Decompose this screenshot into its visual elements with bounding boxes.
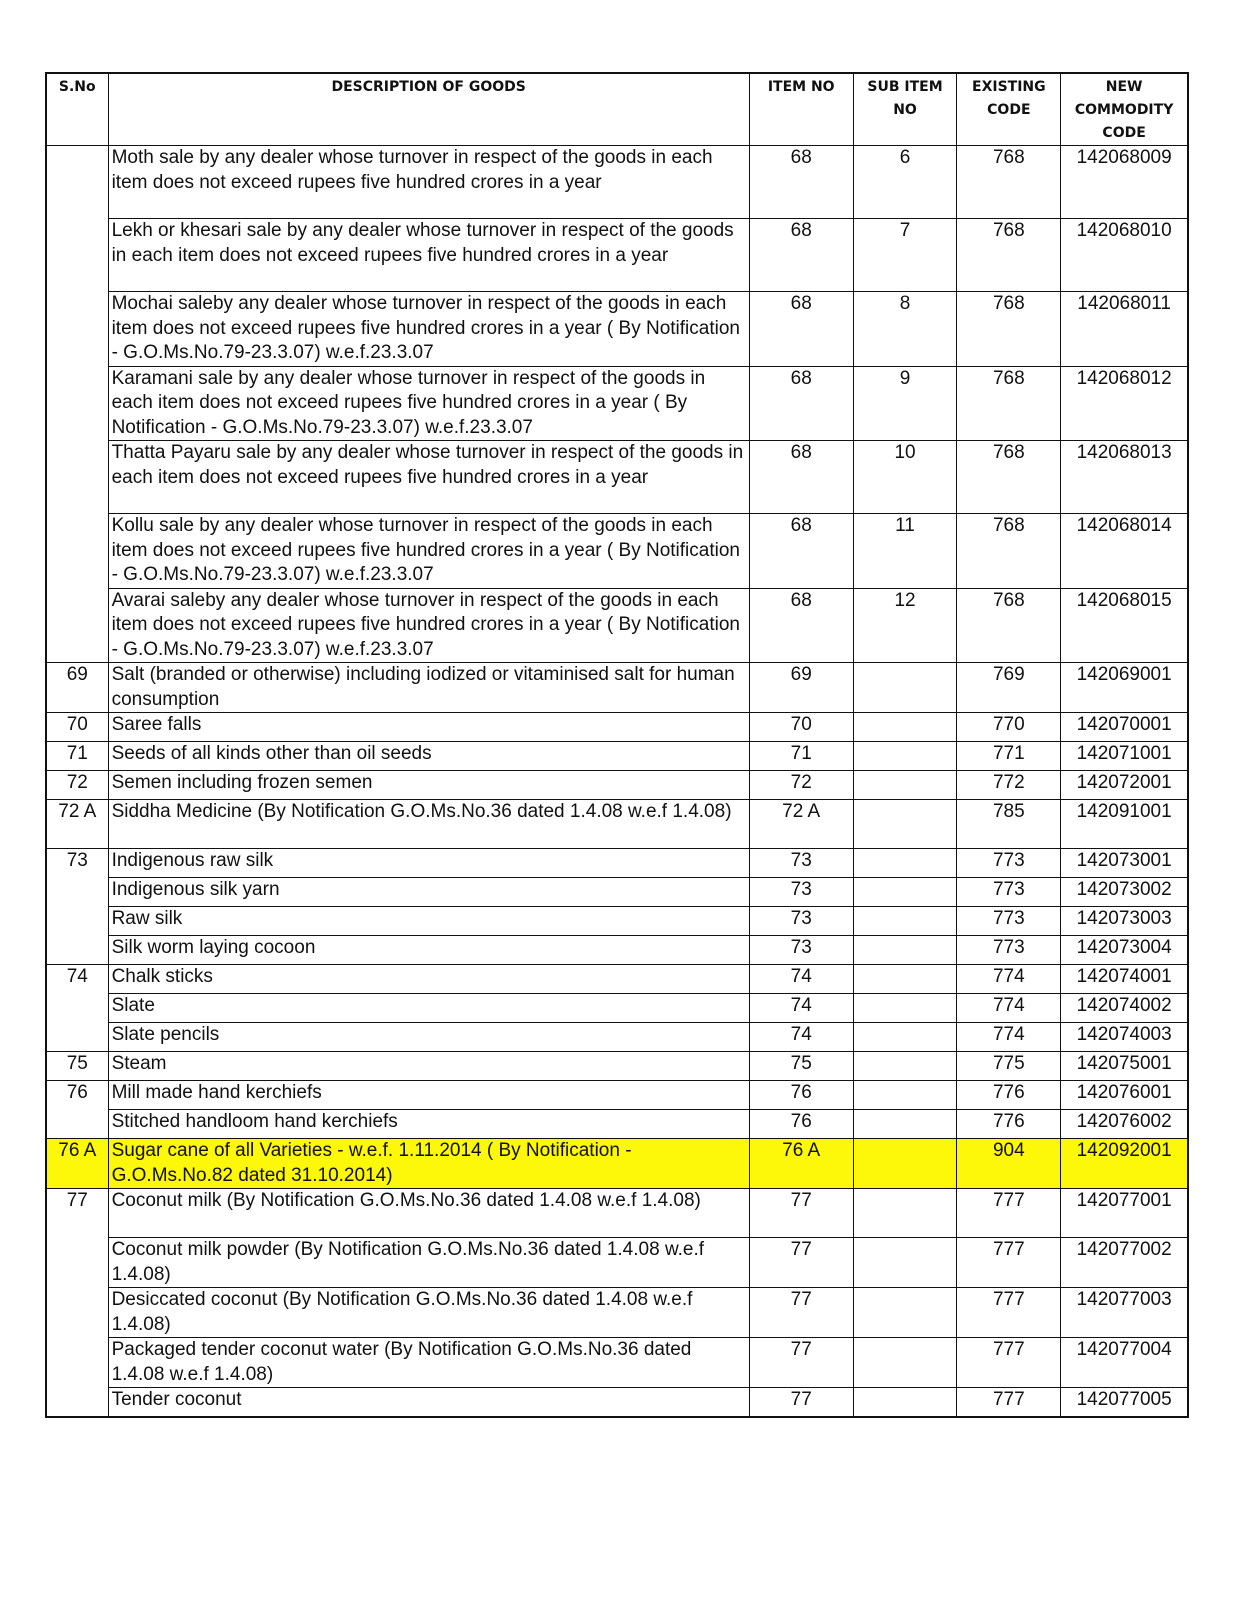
cell-item-no: 76	[749, 1110, 853, 1139]
cell-description: Raw silk	[108, 907, 749, 936]
cell-description: Sugar cane of all Varieties - w.e.f. 1.11.2014 ( By Notification - G.O.Ms.No.82 dated 31.10.2014)	[108, 1139, 749, 1189]
cell-new-commodity-code: 142068012	[1061, 366, 1188, 441]
cell-sub-item-no	[853, 1189, 957, 1238]
cell-sub-item-no	[853, 742, 957, 771]
cell-sub-item-no	[853, 965, 957, 994]
cell-new-commodity-code: 142068011	[1061, 292, 1188, 367]
cell-existing-code: 768	[957, 588, 1061, 663]
cell-new-commodity-code: 142075001	[1061, 1052, 1188, 1081]
cell-existing-code: 777	[957, 1338, 1061, 1388]
cell-new-commodity-code: 142070001	[1061, 713, 1188, 742]
cell-description: Kollu sale by any dealer whose turnover in respect of the goods in each item does not exceed rupees five hundred crores in a year ( By Notification - G.O.Ms.No.79-23.3.07) w.e.f.23.3.07	[108, 514, 749, 589]
cell-item-no: 76 A	[749, 1139, 853, 1189]
cell-description: Slate	[108, 994, 749, 1023]
cell-new-commodity-code: 142072001	[1061, 771, 1188, 800]
cell-description: Steam	[108, 1052, 749, 1081]
cell-existing-code: 773	[957, 907, 1061, 936]
cell-item-no: 74	[749, 994, 853, 1023]
table-row	[46, 1189, 1188, 1238]
cell-item-no: 75	[749, 1052, 853, 1081]
cell-sub-item-no	[853, 994, 957, 1023]
table-row	[46, 366, 1188, 441]
cell-existing-code: 777	[957, 1189, 1061, 1238]
cell-sno: 76 A	[46, 1139, 108, 1189]
cell-existing-code: 774	[957, 965, 1061, 994]
cell-description: Desiccated coconut (By Notification G.O.Ms.No.36 dated 1.4.08 w.e.f 1.4.08)	[108, 1288, 749, 1338]
table-row	[46, 1110, 1188, 1139]
cell-description: Chalk sticks	[108, 965, 749, 994]
cell-existing-code: 785	[957, 800, 1061, 849]
cell-description: Salt (branded or otherwise) including iodized or vitaminised salt for human consumption	[108, 663, 749, 713]
table-row	[46, 663, 1188, 713]
table-row	[46, 994, 1188, 1023]
table-row	[46, 1081, 1188, 1110]
header-row	[46, 73, 1188, 146]
table-row	[46, 1052, 1188, 1081]
cell-description: Karamani sale by any dealer whose turnover in respect of the goods in each item does not exceed rupees five hundred crores in a year ( By Notification - G.O.Ms.No.79-23.3.07) w.e.f.23.3.07	[108, 366, 749, 441]
table-row	[46, 1288, 1188, 1338]
header-new-commodity-code: NEW COMMODITY CODE	[1061, 73, 1188, 146]
cell-new-commodity-code: 142074003	[1061, 1023, 1188, 1052]
goods-table	[45, 72, 1189, 1418]
cell-sub-item-no: 10	[853, 441, 957, 514]
table-row	[46, 219, 1188, 292]
cell-sub-item-no	[853, 663, 957, 713]
cell-item-no: 73	[749, 907, 853, 936]
cell-description: Mill made hand kerchiefs	[108, 1081, 749, 1110]
cell-existing-code: 768	[957, 514, 1061, 589]
table-row	[46, 936, 1188, 965]
cell-sno: 76	[46, 1081, 108, 1139]
table-row	[46, 1238, 1188, 1288]
cell-existing-code: 773	[957, 849, 1061, 878]
cell-sub-item-no	[853, 849, 957, 878]
cell-item-no: 76	[749, 1081, 853, 1110]
cell-item-no: 74	[749, 1023, 853, 1052]
cell-new-commodity-code: 142068015	[1061, 588, 1188, 663]
cell-sub-item-no	[853, 936, 957, 965]
cell-item-no: 68	[749, 292, 853, 367]
table-row	[46, 742, 1188, 771]
cell-sno: 72	[46, 771, 108, 800]
cell-description: Moth sale by any dealer whose turnover in respect of the goods in each item does not exceed rupees five hundred crores in a year	[108, 146, 749, 219]
cell-sub-item-no	[853, 1388, 957, 1417]
cell-new-commodity-code: 142077001	[1061, 1189, 1188, 1238]
cell-sno: 75	[46, 1052, 108, 1081]
cell-description: Thatta Payaru sale by any dealer whose turnover in respect of the goods in each item does not exceed rupees five hundred crores in a year	[108, 441, 749, 514]
cell-item-no: 74	[749, 965, 853, 994]
cell-sub-item-no	[853, 1139, 957, 1189]
cell-new-commodity-code: 142068009	[1061, 146, 1188, 219]
cell-existing-code: 768	[957, 219, 1061, 292]
cell-item-no: 72	[749, 771, 853, 800]
table-row	[46, 441, 1188, 514]
table-row	[46, 1388, 1188, 1417]
cell-sub-item-no: 8	[853, 292, 957, 367]
table-body	[46, 146, 1188, 1417]
cell-new-commodity-code: 142068013	[1061, 441, 1188, 514]
cell-new-commodity-code: 142077004	[1061, 1338, 1188, 1388]
cell-item-no: 70	[749, 713, 853, 742]
table-row	[46, 1139, 1188, 1189]
table-row	[46, 800, 1188, 849]
table-row	[46, 713, 1188, 742]
cell-new-commodity-code: 142092001	[1061, 1139, 1188, 1189]
cell-sub-item-no: 6	[853, 146, 957, 219]
cell-description: Saree falls	[108, 713, 749, 742]
cell-new-commodity-code: 142077003	[1061, 1288, 1188, 1338]
cell-existing-code: 774	[957, 994, 1061, 1023]
cell-item-no: 68	[749, 588, 853, 663]
cell-sub-item-no: 7	[853, 219, 957, 292]
table-row	[46, 1338, 1188, 1388]
cell-sub-item-no	[853, 800, 957, 849]
table-row	[46, 588, 1188, 663]
cell-sno: 69	[46, 663, 108, 713]
table-row	[46, 849, 1188, 878]
cell-sub-item-no	[853, 878, 957, 907]
cell-sub-item-no: 9	[853, 366, 957, 441]
cell-sub-item-no	[853, 1023, 957, 1052]
cell-item-no: 68	[749, 219, 853, 292]
cell-item-no: 68	[749, 441, 853, 514]
cell-existing-code: 768	[957, 441, 1061, 514]
cell-sub-item-no	[853, 907, 957, 936]
cell-sno: 70	[46, 713, 108, 742]
cell-sno: 71	[46, 742, 108, 771]
cell-new-commodity-code: 142073002	[1061, 878, 1188, 907]
cell-description: Seeds of all kinds other than oil seeds	[108, 742, 749, 771]
cell-item-no: 72 A	[749, 800, 853, 849]
header-item-no: ITEM NO	[749, 73, 853, 146]
cell-sub-item-no	[853, 771, 957, 800]
cell-description: Stitched handloom hand kerchiefs	[108, 1110, 749, 1139]
cell-existing-code: 777	[957, 1288, 1061, 1338]
cell-sno: 77	[46, 1189, 108, 1417]
cell-new-commodity-code: 142077002	[1061, 1238, 1188, 1288]
cell-sub-item-no: 11	[853, 514, 957, 589]
cell-new-commodity-code: 142074001	[1061, 965, 1188, 994]
table-row	[46, 771, 1188, 800]
table-row	[46, 514, 1188, 589]
cell-item-no: 68	[749, 146, 853, 219]
cell-description: Mochai saleby any dealer whose turnover in respect of the goods in each item does not exceed rupees five hundred crores in a year ( By Notification - G.O.Ms.No.79-23.3.07) w.e.f.23.3.07	[108, 292, 749, 367]
cell-item-no: 73	[749, 878, 853, 907]
cell-new-commodity-code: 142073004	[1061, 936, 1188, 965]
cell-existing-code: 772	[957, 771, 1061, 800]
cell-new-commodity-code: 142074002	[1061, 994, 1188, 1023]
cell-existing-code: 776	[957, 1110, 1061, 1139]
cell-sub-item-no	[853, 713, 957, 742]
table-row	[46, 146, 1188, 219]
cell-sno	[46, 146, 108, 663]
cell-item-no: 77	[749, 1238, 853, 1288]
cell-item-no: 71	[749, 742, 853, 771]
cell-sub-item-no	[853, 1288, 957, 1338]
cell-description: Coconut milk powder (By Notification G.O.Ms.No.36 dated 1.4.08 w.e.f 1.4.08)	[108, 1238, 749, 1288]
cell-item-no: 73	[749, 936, 853, 965]
cell-description: Siddha Medicine (By Notification G.O.Ms.No.36 dated 1.4.08 w.e.f 1.4.08)	[108, 800, 749, 849]
cell-description: Indigenous raw silk	[108, 849, 749, 878]
cell-new-commodity-code: 142068010	[1061, 219, 1188, 292]
cell-existing-code: 777	[957, 1238, 1061, 1288]
table-row	[46, 292, 1188, 367]
header-existing-code: EXISTING CODE	[957, 73, 1061, 146]
cell-sno: 72 A	[46, 800, 108, 849]
cell-item-no: 77	[749, 1338, 853, 1388]
cell-item-no: 77	[749, 1388, 853, 1417]
cell-new-commodity-code: 142091001	[1061, 800, 1188, 849]
cell-existing-code: 777	[957, 1388, 1061, 1417]
cell-description: Packaged tender coconut water (By Notification G.O.Ms.No.36 dated 1.4.08 w.e.f 1.4.08)	[108, 1338, 749, 1388]
cell-new-commodity-code: 142069001	[1061, 663, 1188, 713]
header-sub-item-no: SUB ITEM NO	[853, 73, 957, 146]
cell-new-commodity-code: 142073003	[1061, 907, 1188, 936]
table-row	[46, 1023, 1188, 1052]
cell-existing-code: 769	[957, 663, 1061, 713]
cell-sub-item-no: 12	[853, 588, 957, 663]
cell-item-no: 77	[749, 1189, 853, 1238]
cell-existing-code: 768	[957, 146, 1061, 219]
cell-sub-item-no	[853, 1110, 957, 1139]
cell-existing-code: 776	[957, 1081, 1061, 1110]
cell-sub-item-no	[853, 1081, 957, 1110]
cell-description: Semen including frozen semen	[108, 771, 749, 800]
cell-new-commodity-code: 142073001	[1061, 849, 1188, 878]
cell-new-commodity-code: 142076001	[1061, 1081, 1188, 1110]
table-row	[46, 878, 1188, 907]
cell-description: Lekh or khesari sale by any dealer whose turnover in respect of the goods in each item does not exceed rupees five hundred crores in a year	[108, 219, 749, 292]
header-sno: S.No	[46, 73, 108, 146]
header-description: DESCRIPTION OF GOODS	[108, 73, 749, 146]
cell-description: Indigenous silk yarn	[108, 878, 749, 907]
cell-item-no: 68	[749, 366, 853, 441]
cell-existing-code: 768	[957, 366, 1061, 441]
cell-existing-code: 773	[957, 936, 1061, 965]
cell-existing-code: 773	[957, 878, 1061, 907]
cell-sno: 73	[46, 849, 108, 965]
cell-description: Avarai saleby any dealer whose turnover in respect of the goods in each item does not exceed rupees five hundred crores in a year ( By Notification - G.O.Ms.No.79-23.3.07) w.e.f.23.3.07	[108, 588, 749, 663]
cell-item-no: 77	[749, 1288, 853, 1338]
cell-item-no: 73	[749, 849, 853, 878]
cell-description: Slate pencils	[108, 1023, 749, 1052]
table-row	[46, 965, 1188, 994]
cell-sub-item-no	[853, 1338, 957, 1388]
cell-item-no: 68	[749, 514, 853, 589]
cell-new-commodity-code: 142071001	[1061, 742, 1188, 771]
cell-item-no: 69	[749, 663, 853, 713]
table-row	[46, 907, 1188, 936]
cell-new-commodity-code: 142076002	[1061, 1110, 1188, 1139]
cell-description: Silk worm laying cocoon	[108, 936, 749, 965]
cell-new-commodity-code: 142077005	[1061, 1388, 1188, 1417]
cell-existing-code: 771	[957, 742, 1061, 771]
cell-existing-code: 768	[957, 292, 1061, 367]
cell-sub-item-no	[853, 1238, 957, 1288]
cell-description: Coconut milk (By Notification G.O.Ms.No.36 dated 1.4.08 w.e.f 1.4.08)	[108, 1189, 749, 1238]
cell-existing-code: 774	[957, 1023, 1061, 1052]
cell-sno: 74	[46, 965, 108, 1052]
cell-sub-item-no	[853, 1052, 957, 1081]
cell-new-commodity-code: 142068014	[1061, 514, 1188, 589]
cell-existing-code: 770	[957, 713, 1061, 742]
cell-description: Tender coconut	[108, 1388, 749, 1417]
cell-existing-code: 904	[957, 1139, 1061, 1189]
cell-existing-code: 775	[957, 1052, 1061, 1081]
